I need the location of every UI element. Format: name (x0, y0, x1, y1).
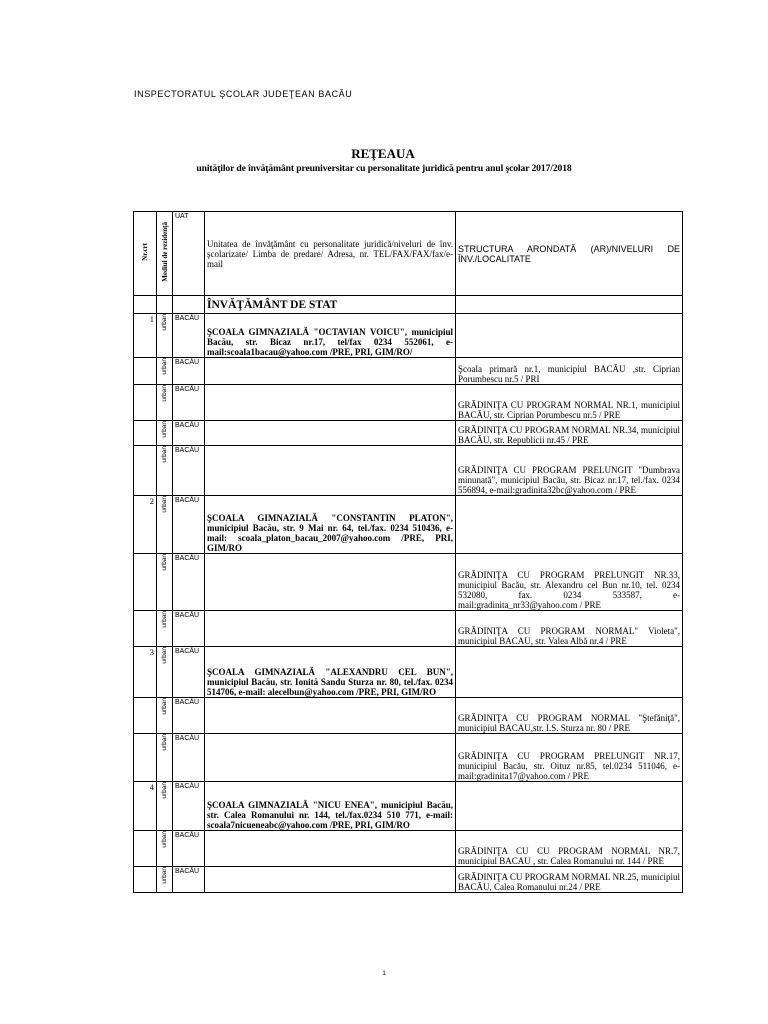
table-row (134, 554, 683, 611)
row-number: 4 (134, 782, 157, 831)
row-uat: BACĂU (173, 611, 205, 647)
row-number (134, 698, 157, 734)
row-medium (157, 698, 173, 734)
row-medium-text: urban (160, 698, 168, 715)
row-medium (157, 782, 173, 831)
row-structure (456, 782, 683, 831)
row-medium-text: urban (160, 734, 168, 751)
row-structure: GRĂDINIŢA CU PROGRAM PRELUNGIT NR.17, municipiul Bacău, str. Oituz nr.85, tel.0234 511046, e-mail:gradinita17@yahoo.com / PRE (456, 734, 683, 782)
table-row (134, 831, 683, 867)
row-structure: GRĂDINIŢA CU PROGRAM NORMAL" Violeta", municipiul BACAU, str. Valea Albă nr.4 / PRE (456, 611, 683, 647)
table-header-row (134, 212, 683, 296)
row-number: 1 (134, 314, 157, 358)
row-structure: GRĂDINIŢA CU PROGRAM PRELUNGIT NR.33, municipiul Bacău, str. Alexandru cel Bun nr.10, tel. 0234 532080, fax. 0234 533587, e-mail:gradinita_nr33@yahoo.com / PRE (456, 554, 683, 611)
row-uat: BACĂU (173, 421, 205, 446)
header-unit: Unitatea de învăţământ cu personalitate juridică/niveluri de înv. şcolarizate/ Limba de predare/ Adresa, nr. TEL/FAX/FAX/fax/e-mail (205, 212, 456, 296)
document-title-text: REŢEAUA (351, 146, 415, 161)
row-uat: BACĂU (173, 554, 205, 611)
row-unit (205, 611, 456, 647)
table-row (134, 314, 683, 358)
section-uat-cell (173, 296, 205, 314)
table-row (134, 867, 683, 893)
table-row (134, 647, 683, 698)
header-nr-label: Nr.crt (141, 242, 149, 261)
row-number (134, 611, 157, 647)
section-medium-cell (157, 296, 173, 314)
row-uat: BACĂU (173, 698, 205, 734)
row-medium-text: urban (160, 446, 168, 463)
row-unit: ŞCOALA GIMNAZIALĂ "NICU ENEA", municipiul Bacău, str. Calea Romanului nr. 144, tel./fax.0234 510 771, e-mail: scoala7nicueneabc@yahoo.com /PRE, PRI, GIM/RO (205, 782, 456, 831)
row-medium (157, 867, 173, 893)
row-number (134, 734, 157, 782)
row-unit (205, 446, 456, 496)
row-structure: GRĂDINIŢA CU PROGRAM PRELUNGIT "Dumbrava minunată", municipiul Bacău, str. Bicaz nr.17, tel./fax. 0234 556894, e-mail:gradinita32bc@yahoo.com / PRE (456, 446, 683, 496)
row-unit: ŞCOALA GIMNAZIALĂ "CONSTANTIN PLATON", municipiul Bacău, str. 9 Mai nr. 64, tel./fax. 0234 510436, e-mail: scoala_platon_bacau_2007@yahoo.com /PRE, PRI, GIM/RO (205, 496, 456, 554)
row-medium-text: urban (160, 358, 168, 375)
row-unit (205, 831, 456, 867)
page-number: 1 (382, 970, 386, 977)
row-medium (157, 314, 173, 358)
header-medium (157, 212, 173, 296)
row-medium-text: urban (160, 611, 168, 628)
row-medium-text: urban (160, 314, 168, 331)
row-medium-text: urban (160, 496, 168, 513)
row-medium (157, 385, 173, 421)
network-table (133, 211, 683, 893)
row-medium-text: urban (160, 782, 168, 799)
document-subtitle: unităţilor de învăţământ preuniversitar cu personalitate juridică pentru anul şcolar 2017/2018 (196, 163, 572, 174)
table-row (134, 385, 683, 421)
table-row (134, 698, 683, 734)
row-number (134, 446, 157, 496)
header-uat (173, 212, 205, 296)
row-uat: BACĂU (173, 867, 205, 893)
row-structure: GRĂDINIŢA CU PROGRAM NORMAL NR.1, municipiul BACĂU, str. Ciprian Porumbescu nr.5 / PRE (456, 385, 683, 421)
row-unit (205, 421, 456, 446)
row-structure: GRĂDINIŢA CU CU PROGRAM NORMAL NR.7, municipiul BACAU , str. Calea Romanului nr. 144 / PRE (456, 831, 683, 867)
row-uat: BACĂU (173, 446, 205, 496)
header-medium-label: Mediul de rezidenţă (160, 221, 169, 282)
row-number (134, 421, 157, 446)
row-medium (157, 358, 173, 385)
table-row (134, 358, 683, 385)
row-structure (456, 496, 683, 554)
row-medium (157, 446, 173, 496)
row-uat: BACĂU (173, 831, 205, 867)
row-uat: BACĂU (173, 496, 205, 554)
row-uat: BACĂU (173, 782, 205, 831)
row-medium (157, 611, 173, 647)
section-structure-cell (456, 296, 683, 314)
row-medium-text: urban (160, 554, 168, 571)
row-number (134, 554, 157, 611)
row-medium-text: urban (160, 831, 168, 848)
row-structure: GRĂDINIŢA CU PROGRAM NORMAL NR.34, municipiul BACĂU, str. Republicii nr.45 / PRE (456, 421, 683, 446)
row-medium (157, 554, 173, 611)
row-uat: BACĂU (173, 647, 205, 698)
section-nr-cell (134, 296, 157, 314)
row-medium (157, 421, 173, 446)
row-unit: ŞCOALA GIMNAZIALĂ "ALEXANDRU CEL BUN", municipiul Bacău, str. Ionită Sandu Sturza nr. 80, tel./fax. 0234 514706, e-mail: alecelbun@yahoo.com /PRE, PRI, GIM/RO (205, 647, 456, 698)
row-number: 3 (134, 647, 157, 698)
row-unit (205, 734, 456, 782)
row-structure: GRĂDINIŢA CU PROGRAM NORMAL NR.25, municipiul BACĂU, Calea Romanului nr.24 / PRE (456, 867, 683, 893)
institution-name: INSPECTORATUL ŞCOLAR JUDEŢEAN BACĂU (134, 89, 353, 99)
header-nr (134, 212, 157, 296)
row-unit (205, 867, 456, 893)
table-row (134, 611, 683, 647)
table-row (134, 421, 683, 446)
row-structure: Şcoala primară nr.1, municipiul BACĂU ,str. Ciprian Porumbescu nr.5 / PRI (456, 358, 683, 385)
row-structure: GRĂDINIŢA CU PROGRAM NORMAL "Ştefăniţă", municipiul BACAU,str. I.S. Sturza nr. 80 / PRE (456, 698, 683, 734)
row-number (134, 358, 157, 385)
row-medium-text: urban (160, 421, 168, 438)
row-uat: BACĂU (173, 314, 205, 358)
row-structure (456, 314, 683, 358)
row-number: 2 (134, 496, 157, 554)
row-number (134, 385, 157, 421)
row-unit: ŞCOALA GIMNAZIALĂ "OCTAVIAN VOICU", municipiul Bacău, str. Bicaz nr.17, tel/fax 0234 552061, e-mail:scoala1bacau@yahoo.com /PRE, PRI, GIM/RO/ (205, 314, 456, 358)
row-unit (205, 698, 456, 734)
row-medium-text: urban (160, 385, 168, 402)
row-number (134, 867, 157, 893)
row-uat: BACĂU (173, 385, 205, 421)
row-medium (157, 647, 173, 698)
row-medium (157, 734, 173, 782)
table-row (134, 496, 683, 554)
row-unit (205, 385, 456, 421)
header-structure: STRUCTURA ARONDATĂ (AR)/NIVELURI DE ÎNV./LOCALITATE (456, 212, 683, 296)
table-row (134, 782, 683, 831)
section-row (134, 296, 683, 314)
row-uat: BACĂU (173, 358, 205, 385)
section-title: ÎNVĂŢĂMÂNT DE STAT (205, 296, 456, 314)
header-uat-label: UAT (175, 213, 189, 220)
row-unit (205, 554, 456, 611)
row-unit (205, 358, 456, 385)
row-medium (157, 831, 173, 867)
row-uat: BACĂU (173, 734, 205, 782)
row-medium-text: urban (160, 647, 168, 664)
table-row (134, 446, 683, 496)
row-medium-text: urban (160, 867, 168, 884)
table-row (134, 734, 683, 782)
row-number (134, 831, 157, 867)
row-structure (456, 647, 683, 698)
document-title (0, 146, 768, 162)
row-medium (157, 496, 173, 554)
